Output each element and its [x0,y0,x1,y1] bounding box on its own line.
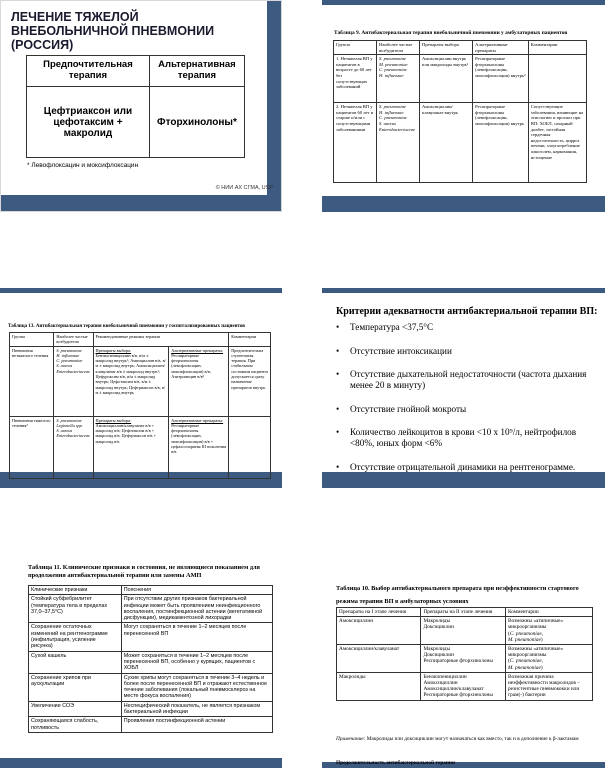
second-stage-cell [421,672,505,700]
slide-hospital-therapy-table [0,288,282,488]
alternative-cell: Респираторные фторхинолоны (левофлоксацин, моксифлоксацин) внутрь [473,103,529,183]
criteria-list [336,322,598,485]
choice-title: Препараты выбора: [95,417,132,423]
comment-cell: Возможны «атипичные» микроорганизмы (C. pneumoniae, M. pneumoniae) [505,617,592,645]
drug: Респираторные фторхинолоны [423,658,493,665]
table-header-row [29,586,273,595]
pathogen: Legionella spp. [56,422,83,428]
next-section-title: Продолжительность антибактериальной терапии [336,760,456,766]
column-header: Группа [334,41,377,55]
table-row [29,595,273,623]
explanation-cell: Проявления постинфекционной астении [121,717,272,733]
alt-title: Альтернативные препараты: [171,417,224,423]
comment-cell: Предпочтительна ступенчатая терапия. При стабильном состоянии пациента допускается сразу назначение препаратов внутрь [229,346,271,416]
slide-footer-bar [322,196,605,212]
alternative-cell: Респираторные фторхинолоны (левофлоксацин, моксифлоксацин) внутрь² [473,55,529,103]
choice-cell: Амоксициллин/ клавуланат внутрь [420,103,473,183]
caption-line: Таблица 10. Выбор антибактериального препарата при неэффективности стартового [336,585,579,592]
preferred-header: Предпочтительная терапия [27,56,150,87]
alternative-header: Альтернативная терапия [149,56,244,87]
alt-text: Респираторные фторхинолоны (левофлоксацин, моксифлоксацин) в/в; Азитромицин в/в³ [171,352,211,380]
explanation-cell: При отсутствии других признаков бактериальной инфекции может быть проявлением неинфекционного воспаления, постинфекционной астении (вегетативной дисфункции), медикаментозной лихорадки [121,595,272,623]
column-header: Клинические признаки [29,586,122,595]
slide-footer-bar [0,758,282,768]
species: C. pneumoniae [509,658,542,665]
comment-cell [229,416,271,478]
group-cell: 1. Нетяжелая ВП у пациентов в возрасте до 60 лет без сопутствующих заболеваний [334,55,377,103]
pathogen: Enterobacteriaceae [379,126,416,132]
comment-text: Возможны «атипичные» микроорганизмы [507,646,564,659]
pathogen: S. aureus [56,428,73,434]
comment-cell [528,55,586,103]
drug: Амоксициллин [423,680,458,687]
column-header: Препараты на II этапе лечения [421,608,505,617]
table-row [29,701,273,717]
sign-cell: Стойкий субфебрилитет (температура тела в пределах 37,0–37,5°С) [29,595,122,623]
list-item: • Температура <37,5°С [336,322,598,333]
pathogen: H. influenzae [379,72,404,78]
column-header: Наиболее частые возбудители [54,333,93,347]
pathogen: S. pneumoniae [379,104,407,110]
table-caption: Таблица 9. Антибактериальная терапия внебольничной пневмонии у амбулаторных пациентов [334,30,568,36]
list-item: • Отсутствие дыхательной недостаточности (частота дыхания менее 20 в минуту) [336,369,598,391]
footnote-label: Примечание: [336,736,366,742]
pathogens-cell [54,416,93,478]
slide-title: ЛЕЧЕНИЕ ТЯЖЕЛОЙ ВНЕБОЛЬНИЧНОЙ ПНЕВМОНИИ (РОССИЯ) [11,10,215,52]
slide-header-bar [322,288,605,293]
sign-cell: Увеличение СОЭ [29,701,122,717]
table-header-row [334,41,587,55]
sign-cell: Сухой кашель [29,651,122,673]
choice-text: Бензилпенициллин в/в, в/м ± макролид внутрь¹; Ампициллин в/в, в/м ± макролид внутрь; Амоксициллин/клавуланат в/в ± макролид внутрь¹; Цефуроксим в/в, в/м ± макролид внутрь; Цефотаксим в/в, в/м ± макролид внутрь; Цефтриаксон в/в, в/м ± макролид внутрь [95,352,166,395]
preferred-value: Цефтриаксон или цефотаксим + макролид [27,87,150,158]
column-header: Пояснения [121,586,272,595]
drug: Респираторные фторхинолоны [423,692,493,699]
group-cell: 2. Нетяжелая ВП у пациентов 60 лет и старше и/или с сопутствующими заболеваниями [334,103,377,183]
second-stage-cell [421,617,505,645]
list-item: • Количество лейкоцитов в крови <10 х 10⁹/л, нейтрофилов <80%, юных форм <6% [336,427,598,449]
alternative-value: Фторхинолоны* [149,87,244,158]
choice-cell [93,346,169,416]
table-row [334,103,587,183]
column-header: Комментарии [505,608,592,617]
hospital-table [9,332,271,479]
table-caption: Таблица 11. Клинические признаки и состояния, не являющиеся показанием для продолжения антибактериальной терапии или замены АМП [28,564,260,579]
slide-header-bar [0,288,282,293]
table-row [10,346,271,416]
pathogen: S. aureus [56,363,73,369]
column-header: Альтернативные препараты [473,41,529,55]
species: M. pneumoniae [507,636,541,643]
species: C. pneumoniae [509,630,542,637]
table-row [334,55,587,103]
footnote-text: Макролиды или доксициклин могут назначаться как вместо, так и в дополнение к β-лактамам [366,736,579,742]
list-item: • Отсутствие гнойной мокроты [336,404,598,415]
pathogen: C. pneumoniae [56,358,83,364]
table-header-row [337,608,593,617]
comment-cell: Сопутствующие заболевания, влияющие на этиологию и прогноз при ВП: ХОБЛ, сахарный диабет, застойная сердечная недостаточность, цирроз печени, злоупотребление алкоголем, наркомания, истощение [528,103,586,183]
alt-title: Альтернативные препараты: [171,347,224,353]
drug: Макролиды [423,618,451,625]
pathogen: S. aureus [379,120,396,126]
drug: Бензилпенициллин [423,673,467,680]
alternative-cell [169,416,229,478]
sign-cell: Сохранение хрипов при аускультации [29,673,122,701]
explanation-cell: Может сохраняться в течение 1–2 месяцев после перенесенной ВП, особенно у курящих, пациентов с ХОБЛ [121,651,272,673]
pathogen: M. pneumoniae [379,61,408,67]
slide-title: Критерии адекватности антибактериальной терапии ВП: [336,306,598,317]
list-item: • Отсутствие интоксикации [336,346,598,357]
choice-title: Препараты выбора: [95,347,132,353]
explanation-cell: Неспецифический показатель, не является признаком бактериальной инфекции [121,701,272,717]
second-line-table [336,607,593,701]
drug: Доксициклин [423,624,454,631]
first-stage-cell: Амоксициллин/клавуланат [337,645,421,673]
pathogen: S. pneumoniae [379,56,407,62]
alternative-cell [169,346,229,416]
sign-cell: Сохраняющаяся слабость, потливость [29,717,122,733]
pathogen: Enterobacteriaceae [56,368,91,374]
column-header: Рекомендованные режимы терапии [93,333,229,347]
second-stage-cell [421,645,505,673]
pathogen: H. influenzae [379,109,404,115]
treatment-table [26,55,245,158]
column-header: Наиболее частые возбудители [377,41,420,55]
table-header-row [10,333,271,347]
caption-line: режима терапии ВП в амбулаторных условиях [336,598,469,605]
species: M. pneumoniae [507,664,541,671]
slide-severe-pneumonia-treatment [0,0,282,212]
first-stage-cell: Макролиды [337,672,421,700]
pathogen: Enterobacteriaceae [56,433,91,439]
choice-cell: Амоксициллин внутрь или макролиды внутрь¹ [420,55,473,103]
slide-accent-bar [267,1,281,211]
sign-cell: Сохранение остаточных изменений на рентгенограмме (инфильтрация, усиление рисунка) [29,623,122,651]
drug: Макролиды [423,646,451,653]
slide-second-line-table [322,558,605,768]
table-row [29,673,273,701]
outpatient-table [333,40,587,183]
pathogen: H. influenzae [56,352,80,358]
slide-footer-bar [1,195,281,211]
pathogen: S. pneumoniae [56,417,82,423]
column-header: Комментарии [229,333,271,347]
comment-cell: Возможны «атипичные» микроорганизмы (C. pneumoniae, M. pneumoniae) [505,645,592,673]
pathogen: S. pneumoniae [56,347,82,353]
table-footnote [336,736,596,742]
pathogens-cell [54,346,93,416]
choice-text: Амоксициллин/клавуланат в/в + макролид в/в; Цефотаксим в/в + макролид в/в; Цефтриаксон в/в + макролид в/в [95,422,156,444]
first-stage-cell: Амоксициллин [337,617,421,645]
table-row [29,717,273,733]
slide-outpatient-therapy-table [322,0,605,212]
slide-adequacy-criteria [322,288,605,488]
table-caption [336,582,598,608]
table-row [10,416,271,478]
group-cell: Пневмония тяжелого течения² [10,416,54,478]
drug: Амоксициллин/клавуланат [423,686,484,693]
slide-clinical-signs-table [0,558,282,768]
source-label: © НИИ АХ СГМА, USP [215,185,273,191]
group-cell: Пневмония нетяжелого течения [10,346,54,416]
choice-cell [93,416,169,478]
alt-text: Респираторные фторхинолоны (левофлоксацин, моксифлоксацин) в/в + цефалоспорины III поколения в/в [171,422,227,455]
table-row [29,651,273,673]
column-header: Препараты выбора [420,41,473,55]
table-row [337,617,593,645]
list-item: • Отсутствие отрицательной динамики на рентгенограмме. [336,462,598,473]
explanation-cell: Могут сохраняться в течение 1–2 месяцев после перенесенной ВП [121,623,272,651]
slide-header-bar [322,0,605,5]
pathogens-cell [377,103,420,183]
table-row [337,672,593,700]
clinical-signs-table [28,585,273,733]
table-row [337,645,593,673]
footnote: * Левофлоксацин и моксифлоксацин [27,162,139,169]
column-header: Препараты на I этапе лечения [337,608,421,617]
comment-cell: Возможная причина неэффективности макролидов – резистентные пневмококки или грам(-) бактерии [505,672,592,700]
explanation-cell: Сухие хрипы могут сохраняться в течение 3–4 недель и более после перенесенной ВП и отражают естественное течение заболевания (локальный пневмосклероз на месте фокуса воспаления) [121,673,272,701]
pathogen: C. pneumoniae [379,67,407,73]
comment-text: Возможны «атипичные» микроорганизмы [507,618,564,631]
pathogens-cell [377,55,420,103]
pathogen: C. pneumoniae [379,115,407,121]
table-row [29,623,273,651]
column-header: Группа [10,333,54,347]
table-caption: Таблица 13. Антибактериальная терапия внебольничной пневмонии у госпитализированных пациентов [8,324,245,329]
drug: Доксициклин [423,652,454,659]
column-header: Комментарии [528,41,586,55]
